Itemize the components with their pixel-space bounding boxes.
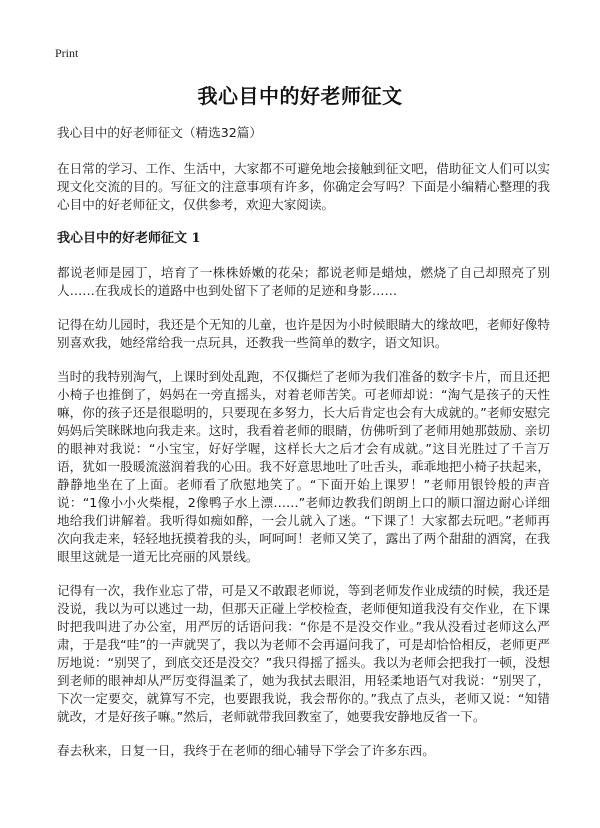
print-link[interactable]: Print <box>55 46 79 60</box>
paragraph: 当时的我特别淘气，上课时到处乱跑，不仅撕烂了老师为我们准备的数字卡片，而且还把小椅子也推倒了，妈妈在一旁直摇头，对着老师苦笑。可老师却说：“淘气是孩子的天性嘛，你的孩子还是很聪明的，只要现在多努力，长大后肯定也会有大成就的。”老师安慰完妈妈后笑眯眯地向我走来。这时，我看着老师的眼睛，仿佛听到了老师用她那鼓励、亲切的眼神对我说：“小宝宝，好好学喔，这样长大之后才会有成就。”这目光胜过了千言万语，犹如一股暖流滋润着我的心田。我不好意思地吐了吐舌头，乖乖地把小椅子扶起来，静静地坐在了上面。老师看了欣慰地笑了。“下面开始上课罗！”老师用银铃般的声音说：“1像小小火柴棍，2像鸭子水上漂……”老师边教我们朗朗上口的顺口溜边耐心详细地给我们讲解着。我听得如痴如醉，一会儿就入了迷。“下课了！大家都去玩吧。”老师再次向我走来，轻轻地抚摸着我的头，呵呵呵！老师又笑了，露出了两个甜甜的酒窝，在我眼里这就是一道无比亮丽的风景线。 <box>57 369 550 564</box>
page-title: 我心目中的好老师征文 <box>197 84 403 108</box>
paragraph: 春去秋来，日复一日，我终于在老师的细心辅导下学会了许多东西。 <box>57 743 435 758</box>
article-body <box>57 124 550 776</box>
paragraph: 记得有一次，我作业忘了带，可是又不敢跟老师说，等到老师发作业成绩的时候，我还是没说，我以为可以逃过一劫，但那天正碰上学校检查，老师便知道我没有交作业，在下课时把我叫进了办公室，用严厉的话语问我：“你是不是没交作业。”我从没看过老师这么严肃，于是我“哇”的一声就哭了，我以为老师不会再逼问我了，可是却恰恰相反，老师更严厉地说：“别哭了，到底交还是没交？”我只得摇了摇头。我以为老师会把我打一顿，没想到老师的眼神却从严厉变得温柔了，她为我拭去眼泪，用轻柔地语气对我说：“别哭了，下次一定要交，就算写不完，也要跟我说，我会帮你的。”我点了点头，老师又说：“知错就改，才是好孩子嘛。”然后，老师就带我回教室了，她要我安静地反省一下。 <box>57 583 550 724</box>
paragraph: 都说老师是园丁，培育了一株株娇嫩的花朵；都说老师是蜡烛，燃烧了自己却照亮了别人……在我成长的道路中也到处留下了老师的足迹和身影…… <box>57 265 550 298</box>
paragraph: 记得在幼儿园时，我还是个无知的儿童，也许是因为小时候眼睛大的缘故吧，老师好像特别喜欢我，她经常给我一点玩具，还教我一些简单的数字，语文知识。 <box>57 317 550 350</box>
section-heading: 我心目中的好老师征文 1 <box>57 231 201 246</box>
intro-paragraph: 在日常的学习、工作、生活中，大家都不可避免地会接触到征文吧，借助征文人们可以实现文化交流的目的。写征文的注意事项有许多，你确定会写吗？下面是小编精心整理的我心目中的好老师征文，仅供参考，欢迎大家阅读。 <box>57 161 550 212</box>
article-subtitle: 我心目中的好老师征文（精选32篇） <box>57 125 262 140</box>
